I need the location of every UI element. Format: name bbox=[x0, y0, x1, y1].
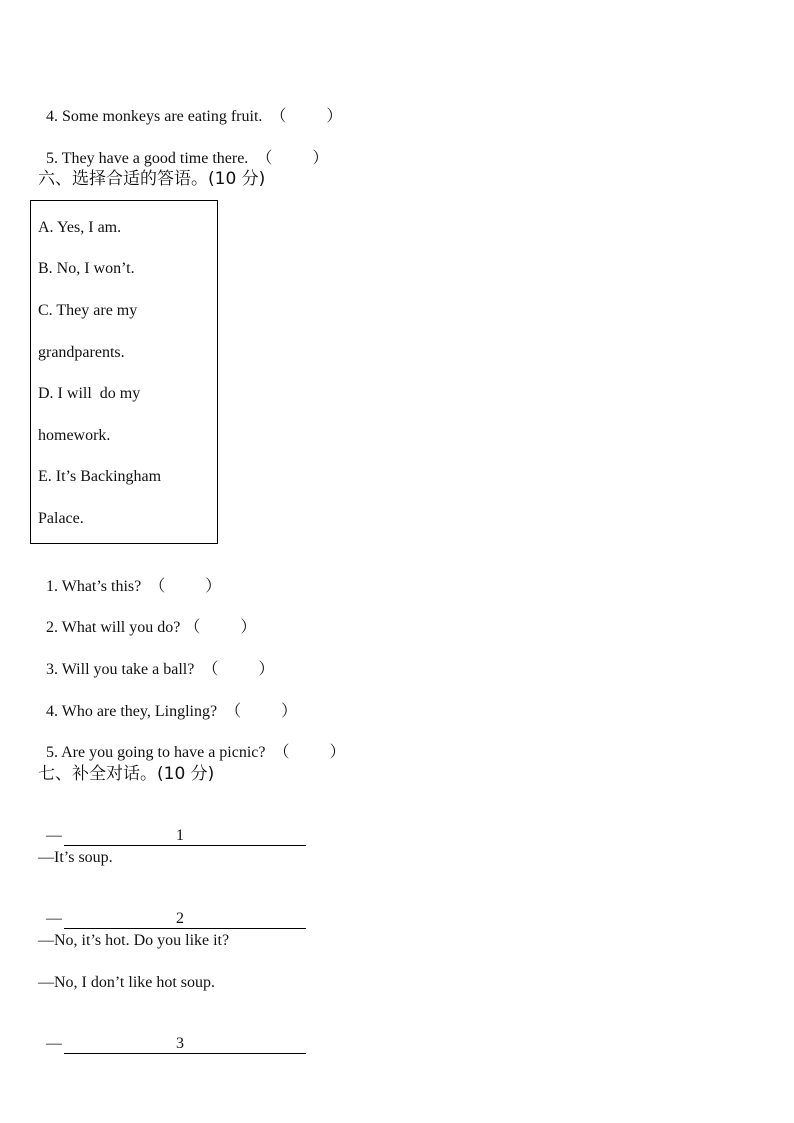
answer-parentheses[interactable]: （ ） bbox=[149, 578, 222, 595]
question-text: 5. Are you going to have a picnic? bbox=[46, 744, 266, 761]
dialogue-blank-line bbox=[38, 1014, 306, 1054]
option-line: D. I will do my bbox=[38, 385, 141, 402]
dialogue-dash: — bbox=[46, 827, 62, 844]
question-item bbox=[38, 723, 346, 763]
option-line: E. It’s Backingham bbox=[38, 468, 162, 485]
underline-tail bbox=[296, 827, 306, 846]
underline-tail bbox=[296, 910, 306, 929]
answer-parentheses[interactable]: （ ） bbox=[202, 661, 275, 678]
section-heading-6: 六、选择合适的答语。(10 分) bbox=[38, 169, 266, 189]
underline-tail bbox=[296, 1035, 306, 1054]
dialogue-blank-line bbox=[38, 806, 306, 846]
blank-1[interactable]: 1 bbox=[64, 827, 296, 846]
question-text: 5. They have a good time there. bbox=[46, 150, 249, 167]
question-item bbox=[38, 598, 256, 638]
dialogue-line: —It’s soup. bbox=[38, 849, 113, 866]
question-text: 2. What will you do? bbox=[46, 619, 181, 636]
dialogue-line: —No, it’s hot. Do you like it? bbox=[38, 932, 230, 949]
answer-parentheses[interactable]: （ ） bbox=[273, 744, 346, 761]
option-line: A. Yes, I am. bbox=[38, 219, 122, 236]
answer-parentheses[interactable]: （ ） bbox=[270, 108, 343, 125]
blank-2[interactable]: 2 bbox=[64, 910, 296, 929]
question-text: 3. Will you take a ball? bbox=[46, 661, 195, 678]
dialogue-line: —No, I don’t like hot soup. bbox=[38, 974, 216, 991]
dialogue-blank-line bbox=[38, 889, 306, 929]
answer-parentheses[interactable]: （ ） bbox=[256, 150, 329, 167]
question-text: 4. Who are they, Lingling? bbox=[46, 703, 218, 720]
options-box bbox=[30, 200, 218, 544]
answer-parentheses[interactable]: （ ） bbox=[184, 619, 257, 636]
section-heading-7: 七、补全对话。(10 分) bbox=[38, 764, 215, 784]
dialogue-dash: — bbox=[46, 910, 62, 927]
question-text: 1. What’s this? bbox=[46, 578, 142, 595]
dialogue-dash: — bbox=[46, 1035, 62, 1052]
question-item bbox=[38, 682, 297, 722]
question-item bbox=[38, 129, 328, 169]
option-line: grandparents. bbox=[38, 344, 125, 361]
option-line: Palace. bbox=[38, 510, 84, 527]
blank-3[interactable]: 3 bbox=[64, 1035, 296, 1054]
question-text: 4. Some monkeys are eating fruit. bbox=[46, 108, 263, 125]
question-item bbox=[38, 640, 274, 680]
question-item bbox=[38, 557, 221, 597]
option-line: B. No, I won’t. bbox=[38, 260, 135, 277]
question-item bbox=[38, 87, 342, 127]
option-line: homework. bbox=[38, 427, 111, 444]
answer-parentheses[interactable]: （ ） bbox=[225, 703, 298, 720]
option-line: C. They are my bbox=[38, 302, 138, 319]
